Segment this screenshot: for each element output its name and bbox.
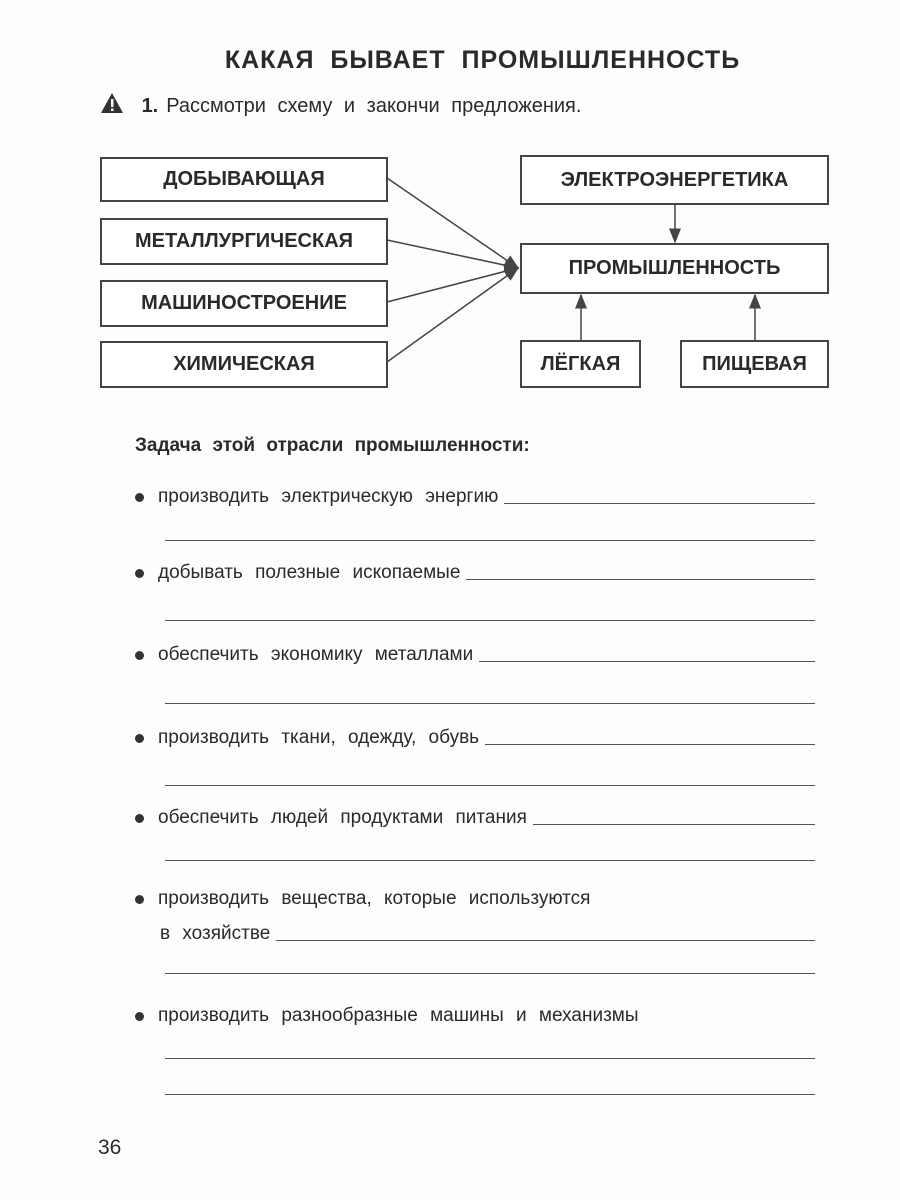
- bullet-icon: [135, 895, 144, 904]
- answer-line[interactable]: [165, 860, 815, 861]
- subheading: Задача этой отрасли промышленности:: [135, 435, 530, 456]
- box-promyshlennost: ПРОМЫШЛЕННОСТЬ: [520, 243, 829, 294]
- box-metallurgicheskaya: МЕТАЛЛУРГИЧЕСКАЯ: [100, 218, 388, 265]
- list-item: производить электрическую энергию: [135, 486, 815, 508]
- list-item-continuation: в хозяйстве: [160, 923, 815, 945]
- bullet-icon: [135, 734, 144, 743]
- answer-line[interactable]: [485, 744, 815, 745]
- bullet-icon: [135, 814, 144, 823]
- page-number: 36: [98, 1136, 122, 1159]
- bullet-icon: [135, 651, 144, 660]
- task-number: 1.: [141, 95, 159, 117]
- answer-line[interactable]: [165, 620, 815, 621]
- list-item: добывать полезные ископаемые: [135, 562, 815, 584]
- box-mashinostroenie: МАШИНОСТРОЕНИЕ: [100, 280, 388, 327]
- arrow-mashinostroenie: [387, 268, 518, 302]
- answer-line[interactable]: [466, 579, 815, 580]
- bullet-icon: [135, 569, 144, 578]
- answer-line[interactable]: [479, 661, 815, 662]
- answer-line[interactable]: [165, 703, 815, 704]
- answer-line[interactable]: [165, 785, 815, 786]
- box-dobyvayushchaya: ДОБЫВАЮЩАЯ: [100, 157, 388, 202]
- box-legkaya: ЛЁГКАЯ: [520, 340, 641, 388]
- bullet-icon: [135, 493, 144, 502]
- box-khimicheskaya: ХИМИЧЕСКАЯ: [100, 341, 388, 388]
- arrow-khimicheskaya: [387, 268, 518, 362]
- answer-line[interactable]: [504, 503, 815, 504]
- list-item: производить вещества, которые используются: [135, 888, 590, 910]
- list-item: производить ткани, одежду, обувь: [135, 727, 815, 749]
- answer-line[interactable]: [276, 940, 815, 941]
- list-item: производить разнообразные машины и механизмы: [135, 1005, 639, 1027]
- box-pishchevaya: ПИЩЕВАЯ: [680, 340, 829, 388]
- page-title: КАКАЯ БЫВАЕТ ПРОМЫШЛЕННОСТЬ: [224, 46, 741, 74]
- list-item: обеспечить людей продуктами питания: [135, 807, 815, 829]
- task-text: Рассмотри схему и закончи предложения.: [166, 95, 582, 117]
- answer-line[interactable]: [165, 973, 815, 974]
- list-item: обеспечить экономику металлами: [135, 644, 815, 666]
- answer-line[interactable]: [165, 1058, 815, 1059]
- bullet-icon: [135, 1012, 144, 1021]
- answer-line[interactable]: [533, 824, 815, 825]
- answer-line[interactable]: [165, 1094, 815, 1095]
- answer-line[interactable]: [165, 540, 815, 541]
- box-elektroenergetika: ЭЛЕКТРОЭНЕРГЕТИКА: [520, 155, 829, 205]
